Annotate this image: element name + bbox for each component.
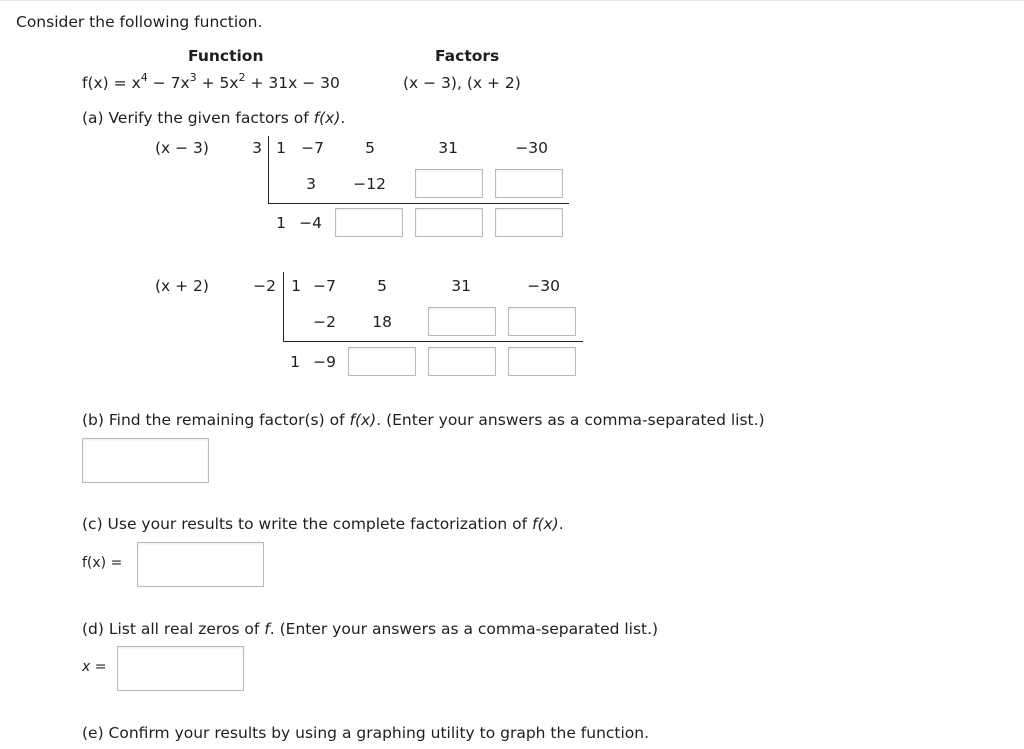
- div1-factor: (x − 3): [155, 139, 209, 157]
- div1-coef-3: 5: [365, 139, 375, 157]
- part-e-label: (e) Confirm your results by using a graphing utility to graph the function.: [82, 724, 650, 742]
- div1-coef-1: 1: [276, 139, 286, 157]
- div1-vertical-bar: [268, 136, 269, 204]
- div1-mid-input-3[interactable]: [415, 169, 483, 198]
- div2-coef-4: 31: [451, 277, 471, 295]
- div1-bottom-input-5[interactable]: [495, 208, 563, 237]
- div2-mid-input-3[interactable]: [428, 307, 496, 336]
- div2-factor: (x + 2): [155, 277, 209, 295]
- function-term-2: − 7x: [147, 74, 190, 92]
- exponent-2: 2: [238, 70, 246, 84]
- function-expression: [82, 70, 340, 92]
- zeros-label: x =: [82, 659, 107, 675]
- real-zeros-input[interactable]: [117, 646, 244, 691]
- div1-bottom-input-4[interactable]: [415, 208, 483, 237]
- div2-divisor: −2: [253, 277, 276, 295]
- top-divider: [0, 0, 1024, 1]
- div1-bottom-1: 1: [276, 214, 286, 232]
- function-header: Function: [188, 47, 264, 65]
- factorization-label: f(x) =: [82, 555, 123, 571]
- div2-bottom-input-5[interactable]: [508, 347, 576, 376]
- div1-bottom-2: −4: [299, 214, 322, 232]
- div2-coef-3: 5: [377, 277, 387, 295]
- div2-coef-1: 1: [291, 277, 301, 295]
- div1-coef-4: 31: [438, 139, 458, 157]
- div2-mid-input-4[interactable]: [508, 307, 576, 336]
- div2-coef-2: −7: [313, 277, 336, 295]
- div2-mid-1: −2: [313, 313, 336, 331]
- function-prefix: f(x) = x: [82, 74, 141, 92]
- div1-divisor: 3: [252, 139, 262, 157]
- div1-result-line: [268, 203, 569, 204]
- factorization-input[interactable]: [137, 542, 264, 587]
- exponent-3: 3: [189, 70, 197, 84]
- div1-bottom-input-3[interactable]: [335, 208, 403, 237]
- div2-bottom-input-3[interactable]: [348, 347, 416, 376]
- exponent-4: 4: [140, 70, 148, 84]
- div2-bottom-1: 1: [290, 353, 300, 371]
- factors-header: Factors: [435, 47, 500, 65]
- function-tail: + 31x − 30: [245, 74, 340, 92]
- part-a-label: (a) Verify the given factors of f(x).: [82, 109, 346, 127]
- factors-value: (x − 3), (x + 2): [403, 74, 521, 92]
- div2-coef-5: −30: [527, 277, 560, 295]
- div1-mid-1: 3: [306, 175, 316, 193]
- part-d-label: (d) List all real zeros of f. (Enter your answers as a comma-separated list.): [82, 620, 659, 638]
- div1-coef-2: −7: [301, 139, 324, 157]
- part-c-label: (c) Use your results to write the complete factorization of f(x).: [82, 515, 564, 533]
- div1-mid-input-4[interactable]: [495, 169, 563, 198]
- div2-result-line: [283, 341, 583, 342]
- intro-text: Consider the following function.: [16, 13, 263, 31]
- div2-bottom-2: −9: [313, 353, 336, 371]
- div2-vertical-bar: [283, 272, 284, 342]
- remaining-factors-input[interactable]: [82, 438, 209, 483]
- div2-mid-2: 18: [372, 313, 392, 331]
- div1-coef-5: −30: [515, 139, 548, 157]
- function-term-3: + 5x: [196, 74, 239, 92]
- div1-mid-2: −12: [353, 175, 386, 193]
- div2-bottom-input-4[interactable]: [428, 347, 496, 376]
- part-b-label: (b) Find the remaining factor(s) of f(x). (Enter your answers as a comma-separated list.): [82, 411, 765, 429]
